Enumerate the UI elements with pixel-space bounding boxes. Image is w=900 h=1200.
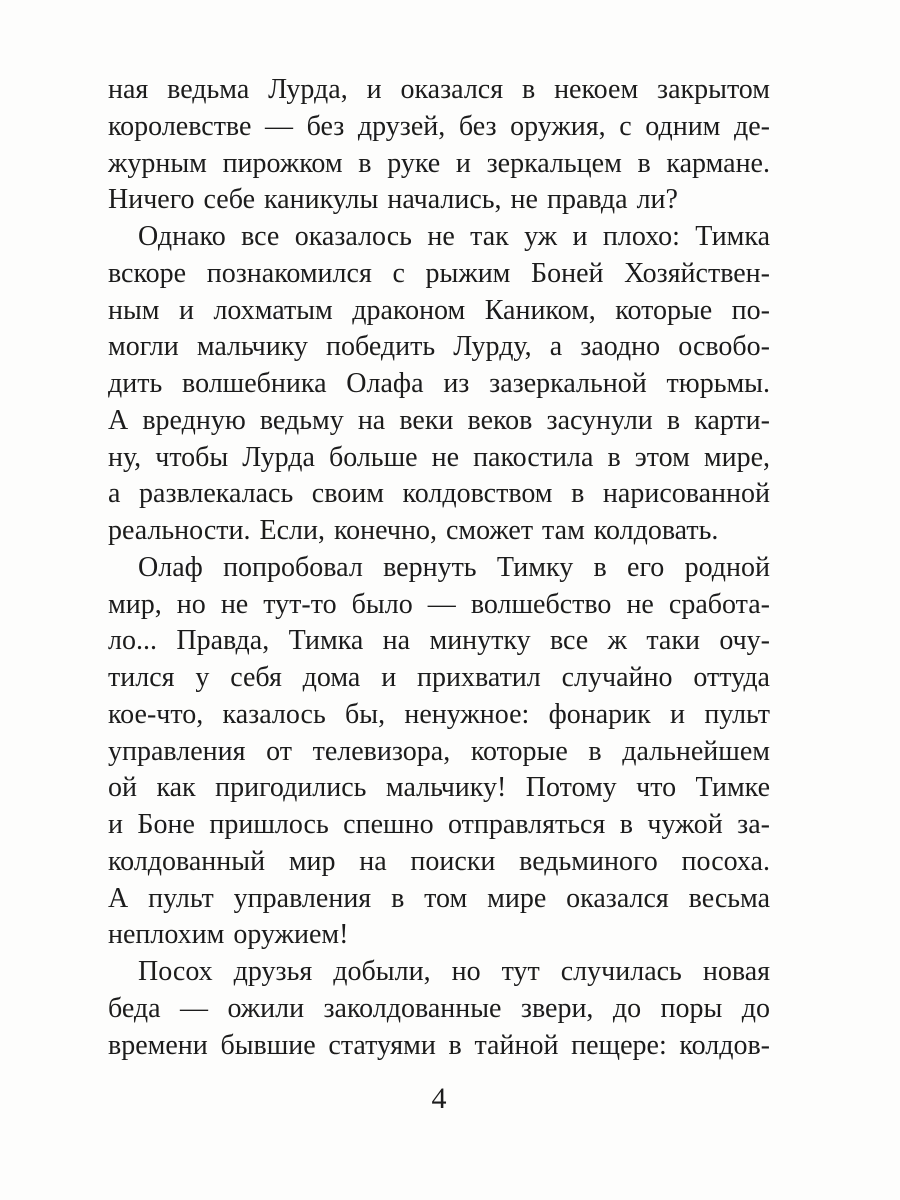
text-line: королевстве — без друзей, без оружия, с одним де- [108,110,770,142]
text-line: ло... Правда, Тимка на минутку все ж таки очу- [108,625,770,657]
text-line: Ничего себе каникулы начались, не правда ли? [108,184,678,216]
text-line: Олаф попробовал вернуть Тимку в его родной [138,551,770,583]
text-line: реальности. Если, конечно, сможет там колдовать. [108,515,719,546]
text-line: и Боне пришлось спешно отправляться в чужой за- [108,809,770,840]
text-line: управления от телевизора, которые в дальнейшем [108,735,770,767]
text-line: ой как пригодились мальчику! Потому что Тимке [108,772,770,804]
text-line: А вредную ведьму на веки веков засунули в карти- [108,404,770,436]
page-number: 4 [431,1082,447,1115]
text-line: вскоре познакомился с рыжим Боней Хозяйствен- [108,257,770,289]
text-line: ну, чтобы Лурда больше не пакостила в этом мире, [108,441,770,473]
text-line: тился у себя дома и прихватил случайно оттуда [108,662,770,693]
text-line: времени бывшие статуями в тайной пещере: колдов- [108,1029,770,1061]
text-line: дить волшебника Олафа из зазеркальной тюрьмы. [108,368,770,399]
text-line: могли мальчику победить Лурду, а заодно освобо- [108,331,770,363]
text-line: колдованный мир на поиски ведьминого посоха. [108,845,770,877]
text-line: ным и лохматым драконом Каником, которые по- [108,294,770,326]
text-line: журным пирожком в руке и зеркальцем в кармане. [108,147,770,179]
page-text [108,72,770,1064]
text-line: беда — ожили заколдованные звери, до поры до [108,992,770,1024]
text-line: а развлекалась своим колдовством в нарисованной [108,478,770,510]
text-line: неплохим оружием! [108,919,349,951]
text-line: А пульт управления в том мире оказался весьма [108,882,770,914]
text-line: кое-что, казалось бы, ненужное: фонарик и пульт [108,698,770,730]
text-line: мир, но не тут-то было — волшебство не сработа- [108,588,770,620]
text-line: Посох друзья добыли, но тут случилась новая [138,956,770,987]
text-line: Однако все оказалось не так уж и плохо: Тимка [138,221,770,252]
text-line: ная ведьма Лурда, и оказался в некоем закрытом [108,74,770,105]
